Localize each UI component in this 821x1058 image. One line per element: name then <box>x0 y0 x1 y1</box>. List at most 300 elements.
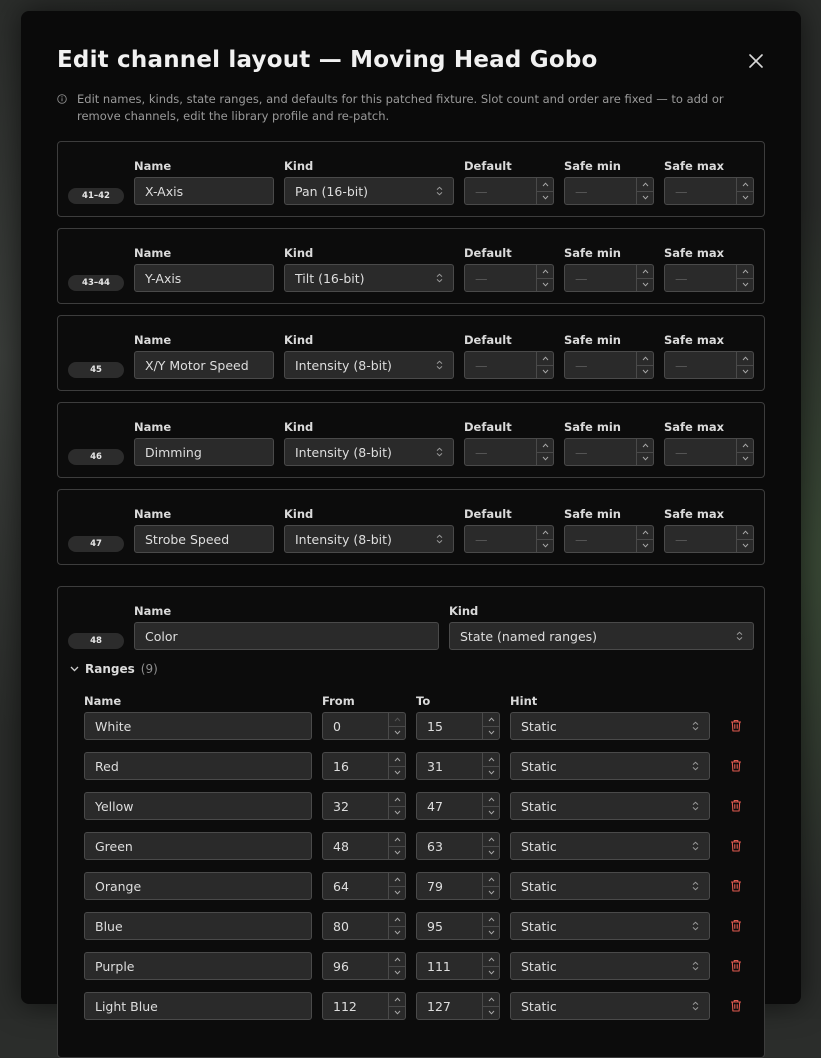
range-hint-select[interactable] <box>510 792 710 820</box>
chevron-up-icon <box>394 837 401 842</box>
number-stepper <box>482 753 499 779</box>
increment-button[interactable] <box>483 993 499 1007</box>
delete-range-button[interactable] <box>728 997 744 1013</box>
increment-button[interactable] <box>737 352 753 366</box>
default-input-value: — <box>475 183 488 199</box>
field-label: Kind <box>284 159 314 173</box>
range-name-input[interactable]: Light Blue <box>84 992 312 1020</box>
increment-button[interactable] <box>389 793 405 807</box>
decrement-button[interactable] <box>737 366 753 379</box>
decrement-button[interactable] <box>737 540 753 553</box>
channel-card <box>57 141 765 217</box>
number-stepper <box>536 439 553 465</box>
chevron-up-icon <box>394 997 401 1002</box>
chevron-down-icon <box>488 810 495 815</box>
range-from-input[interactable] <box>322 752 406 780</box>
range-from-input[interactable] <box>322 832 406 860</box>
decrement-button[interactable] <box>737 279 753 292</box>
safe-min-input-value: — <box>575 183 588 199</box>
number-stepper <box>482 873 499 899</box>
decrement-button[interactable] <box>637 366 653 379</box>
decrement-button[interactable] <box>389 967 405 980</box>
select-chevron <box>692 1001 699 1011</box>
chevron-up-icon <box>488 757 495 762</box>
select-updown-icon <box>692 1001 699 1011</box>
increment-button[interactable] <box>737 526 753 540</box>
number-stepper <box>482 713 499 739</box>
range-from-input-value: 80 <box>333 918 349 934</box>
range-to-input[interactable] <box>416 712 500 740</box>
channel-name-input[interactable]: X/Y Motor Speed <box>134 351 274 379</box>
channel-name-input[interactable]: Y-Axis <box>134 264 274 292</box>
field-label: Safe max <box>664 333 725 347</box>
number-stepper <box>636 526 653 552</box>
range-to-input[interactable] <box>416 992 500 1020</box>
range-hint-select[interactable] <box>510 752 710 780</box>
delete-range-button[interactable] <box>728 957 744 973</box>
chevron-down-icon <box>488 850 495 855</box>
edit-channel-layout-dialog <box>21 11 801 1014</box>
safe-min-input[interactable] <box>564 351 654 379</box>
chevron-down-icon <box>742 369 749 374</box>
number-stepper <box>736 178 753 204</box>
number-stepper <box>636 178 653 204</box>
chevron-down-icon <box>70 666 79 672</box>
channel-card <box>57 228 765 304</box>
chevron-up-icon <box>488 877 495 882</box>
range-to-input[interactable] <box>416 952 500 980</box>
increment-button[interactable] <box>737 265 753 279</box>
increment-button[interactable] <box>389 913 405 927</box>
chevron-down-icon <box>488 930 495 935</box>
range-from-input-value: 0 <box>333 718 341 734</box>
channel-card <box>57 489 765 565</box>
field-label: Default <box>464 333 512 347</box>
number-stepper <box>388 953 405 979</box>
safe-max-input[interactable] <box>664 525 754 553</box>
chevron-up-icon <box>542 443 549 448</box>
chevron-up-icon <box>394 877 401 882</box>
channel-kind-select-value: Tilt (16-bit) <box>295 270 365 286</box>
channel-kind-select[interactable] <box>449 622 754 650</box>
increment-button[interactable] <box>483 793 499 807</box>
range-name-input[interactable]: Blue <box>84 912 312 940</box>
field-label: Safe min <box>564 333 621 347</box>
chevron-down-icon <box>394 1010 401 1015</box>
chevron-up-icon <box>542 269 549 274</box>
range-to-input-value: 95 <box>427 918 443 934</box>
range-name-input[interactable]: Green <box>84 832 312 860</box>
decrement-button[interactable] <box>537 279 553 292</box>
increment-button[interactable] <box>537 526 553 540</box>
notice-text: Edit names, kinds, state ranges, and defaults for this patched fixture. Slot count and order are fixed — to add or remove channels, edit the library profile and re-patch. <box>77 92 724 123</box>
decrement-button[interactable] <box>637 453 653 466</box>
select-updown-icon <box>436 273 443 283</box>
safe-min-input[interactable] <box>564 438 654 466</box>
chevron-up-icon <box>394 717 401 722</box>
increment-button[interactable] <box>389 953 405 967</box>
range-name-input[interactable]: Orange <box>84 872 312 900</box>
number-stepper <box>388 873 405 899</box>
chevron-up-icon <box>394 757 401 762</box>
range-hint-select[interactable] <box>510 832 710 860</box>
increment-button[interactable] <box>537 352 553 366</box>
range-name-input[interactable]: Yellow <box>84 792 312 820</box>
dialog-notice <box>57 91 769 124</box>
range-hint-select[interactable] <box>510 872 710 900</box>
chevron-up-icon <box>742 530 749 535</box>
decrement-button[interactable] <box>637 540 653 553</box>
range-to-input[interactable] <box>416 832 500 860</box>
field-label: Default <box>464 507 512 521</box>
channel-kind-select[interactable] <box>284 438 454 466</box>
number-stepper <box>388 753 405 779</box>
decrement-button[interactable] <box>483 927 499 940</box>
range-from-input[interactable] <box>322 952 406 980</box>
safe-max-input-value: — <box>675 531 688 547</box>
field-label: Kind <box>284 333 314 347</box>
slot-badge: 47 <box>68 536 124 552</box>
default-input[interactable] <box>464 438 554 466</box>
safe-min-input[interactable] <box>564 525 654 553</box>
chevron-down-icon <box>642 282 649 287</box>
chevron-down-icon <box>394 730 401 735</box>
number-stepper <box>482 793 499 819</box>
field-label: Safe max <box>664 420 725 434</box>
number-stepper <box>736 265 753 291</box>
chevron-down-icon <box>742 282 749 287</box>
number-stepper <box>482 913 499 939</box>
channel-kind-select[interactable] <box>284 177 454 205</box>
chevron-down-icon <box>542 195 549 200</box>
decrement-button[interactable] <box>537 192 553 205</box>
range-to-input-value: 111 <box>427 958 451 974</box>
range-hint-select-value: Static <box>521 878 557 894</box>
chevron-down-icon <box>488 770 495 775</box>
chevron-down-icon <box>642 369 649 374</box>
select-updown-icon <box>692 841 699 851</box>
number-stepper <box>388 993 405 1019</box>
channel-name-input[interactable]: Strobe Speed <box>134 525 274 553</box>
field-label: Name <box>84 694 122 708</box>
decrement-button[interactable] <box>389 767 405 780</box>
slot-badge: 41–42 <box>68 188 124 204</box>
increment-button[interactable] <box>483 913 499 927</box>
number-stepper <box>388 833 405 859</box>
decrement-button[interactable] <box>483 807 499 820</box>
range-from-input-value: 112 <box>333 998 357 1014</box>
select-chevron <box>692 841 699 851</box>
ranges-label: Ranges <box>85 662 135 676</box>
chevron-up-icon <box>488 997 495 1002</box>
channel-kind-select[interactable] <box>284 525 454 553</box>
field-label: Default <box>464 420 512 434</box>
range-to-input[interactable] <box>416 872 500 900</box>
number-stepper <box>636 265 653 291</box>
ranges-toggle[interactable] <box>70 662 158 676</box>
range-from-input-value: 16 <box>333 758 349 774</box>
safe-min-input[interactable] <box>564 177 654 205</box>
decrement-button[interactable] <box>537 366 553 379</box>
range-name-input[interactable]: Red <box>84 752 312 780</box>
slot-badge: 48 <box>68 633 124 649</box>
range-to-input-value: 63 <box>427 838 443 854</box>
range-from-input[interactable] <box>322 992 406 1020</box>
chevron-up-icon <box>542 356 549 361</box>
range-hint-select-value: Static <box>521 838 557 854</box>
increment-button[interactable] <box>737 439 753 453</box>
decrement-button[interactable] <box>389 887 405 900</box>
channel-kind-select[interactable] <box>284 264 454 292</box>
close-button[interactable] <box>746 51 766 71</box>
range-from-input[interactable] <box>322 792 406 820</box>
safe-min-input-value: — <box>575 357 588 373</box>
range-hint-select[interactable] <box>510 712 710 740</box>
field-label: Hint <box>510 694 538 708</box>
number-stepper <box>736 526 753 552</box>
safe-min-input-value: — <box>575 444 588 460</box>
range-hint-select-value: Static <box>521 998 557 1014</box>
decrement-button[interactable] <box>537 540 553 553</box>
select-chevron <box>692 921 699 931</box>
select-updown-icon <box>692 921 699 931</box>
number-stepper <box>482 953 499 979</box>
select-updown-icon <box>436 447 443 457</box>
chevron-up-icon <box>642 182 649 187</box>
chevron-up-icon <box>394 917 401 922</box>
range-to-input[interactable] <box>416 792 500 820</box>
safe-max-input[interactable] <box>664 438 754 466</box>
chevron-down-icon <box>742 543 749 548</box>
delete-range-button[interactable] <box>728 797 744 813</box>
decrement-button[interactable] <box>483 847 499 860</box>
default-input[interactable] <box>464 264 554 292</box>
number-stepper <box>736 439 753 465</box>
decrement-button[interactable] <box>537 453 553 466</box>
range-hint-select-value: Static <box>521 798 557 814</box>
channel-kind-select-value: Intensity (8-bit) <box>295 357 392 373</box>
default-input-value: — <box>475 270 488 286</box>
field-label: From <box>322 694 355 708</box>
increment-button[interactable] <box>483 753 499 767</box>
increment-button[interactable] <box>637 526 653 540</box>
safe-max-input[interactable] <box>664 264 754 292</box>
delete-range-button[interactable] <box>728 757 744 773</box>
select-updown-icon <box>736 631 743 641</box>
decrement-button[interactable] <box>483 1007 499 1020</box>
info-icon <box>57 94 67 104</box>
number-stepper <box>536 352 553 378</box>
ranges-count: (9) <box>140 662 158 676</box>
increment-button[interactable] <box>483 953 499 967</box>
field-label: Kind <box>449 604 479 618</box>
field-label: Name <box>134 246 172 260</box>
number-stepper <box>388 713 405 739</box>
default-input[interactable] <box>464 351 554 379</box>
select-updown-icon <box>692 961 699 971</box>
trash-icon <box>730 999 742 1012</box>
delete-range-button[interactable] <box>728 917 744 933</box>
safe-max-input-value: — <box>675 357 688 373</box>
default-input[interactable] <box>464 525 554 553</box>
field-label: Name <box>134 604 172 618</box>
increment-button[interactable] <box>637 178 653 192</box>
decrement-button[interactable] <box>483 887 499 900</box>
select-chevron <box>436 273 443 283</box>
increment-button[interactable] <box>637 265 653 279</box>
decrement-button[interactable] <box>737 453 753 466</box>
chevron-down-icon <box>488 970 495 975</box>
decrement-button[interactable] <box>389 927 405 940</box>
range-from-input-value: 32 <box>333 798 349 814</box>
increment-button[interactable] <box>389 873 405 887</box>
number-stepper <box>536 178 553 204</box>
slot-badge: 46 <box>68 449 124 465</box>
range-hint-select[interactable] <box>510 992 710 1020</box>
range-from-input[interactable] <box>322 872 406 900</box>
default-input-value: — <box>475 357 488 373</box>
decrement-button[interactable] <box>389 727 405 740</box>
chevron-down-icon <box>394 770 401 775</box>
field-label: Safe min <box>564 159 621 173</box>
trash-icon <box>730 719 742 732</box>
increment-button[interactable] <box>483 833 499 847</box>
channel-name-input[interactable]: X-Axis <box>134 177 274 205</box>
chevron-down-icon <box>542 369 549 374</box>
increment-button[interactable] <box>483 713 499 727</box>
range-from-input-value: 64 <box>333 878 349 894</box>
select-updown-icon <box>692 801 699 811</box>
select-chevron <box>692 881 699 891</box>
decrement-button[interactable] <box>389 847 405 860</box>
select-chevron <box>436 360 443 370</box>
channel-kind-select[interactable] <box>284 351 454 379</box>
chevron-up-icon <box>542 530 549 535</box>
chevron-up-icon <box>642 269 649 274</box>
increment-button[interactable] <box>483 873 499 887</box>
increment-button[interactable] <box>637 352 653 366</box>
range-to-input-value: 15 <box>427 718 443 734</box>
number-stepper <box>482 993 499 1019</box>
trash-icon <box>730 799 742 812</box>
number-stepper <box>536 265 553 291</box>
safe-min-input[interactable] <box>564 264 654 292</box>
delete-range-button[interactable] <box>728 717 744 733</box>
range-from-input-value: 96 <box>333 958 349 974</box>
chevron-down-icon <box>542 543 549 548</box>
default-input[interactable] <box>464 177 554 205</box>
delete-range-button[interactable] <box>728 877 744 893</box>
chevron-up-icon <box>488 917 495 922</box>
decrement-button[interactable] <box>389 1007 405 1020</box>
range-name-input[interactable]: White <box>84 712 312 740</box>
chevron-down-icon <box>394 930 401 935</box>
channel-card <box>57 402 765 478</box>
range-to-input-value: 79 <box>427 878 443 894</box>
increment-button[interactable] <box>389 713 405 727</box>
range-to-input[interactable] <box>416 752 500 780</box>
chevron-up-icon <box>742 269 749 274</box>
field-label: Safe max <box>664 246 725 260</box>
range-to-input[interactable] <box>416 912 500 940</box>
safe-max-input[interactable] <box>664 177 754 205</box>
increment-button[interactable] <box>537 439 553 453</box>
field-label: Safe max <box>664 507 725 521</box>
chevron-down-icon <box>488 1010 495 1015</box>
safe-min-input-value: — <box>575 531 588 547</box>
range-hint-select-value: Static <box>521 718 557 734</box>
chevron-down-icon <box>488 730 495 735</box>
chevron-up-icon <box>488 837 495 842</box>
decrement-button[interactable] <box>483 967 499 980</box>
safe-max-input-value: — <box>675 183 688 199</box>
safe-max-input[interactable] <box>664 351 754 379</box>
chevron-up-icon <box>742 356 749 361</box>
field-label: Safe min <box>564 507 621 521</box>
chevron-down-icon <box>642 456 649 461</box>
range-hint-select-value: Static <box>521 758 557 774</box>
decrement-button[interactable] <box>483 727 499 740</box>
increment-button[interactable] <box>389 833 405 847</box>
select-updown-icon <box>436 534 443 544</box>
select-updown-icon <box>436 186 443 196</box>
chevron-up-icon <box>642 530 649 535</box>
chevron-down-icon <box>394 890 401 895</box>
state-channel-card <box>57 586 765 1058</box>
number-stepper <box>736 352 753 378</box>
range-hint-select[interactable] <box>510 912 710 940</box>
select-chevron <box>692 961 699 971</box>
increment-button[interactable] <box>537 265 553 279</box>
channel-kind-select-value: Intensity (8-bit) <box>295 444 392 460</box>
range-name-input[interactable]: Purple <box>84 952 312 980</box>
increment-button[interactable] <box>737 178 753 192</box>
increment-button[interactable] <box>389 993 405 1007</box>
chevron-up-icon <box>488 797 495 802</box>
range-hint-select[interactable] <box>510 952 710 980</box>
decrement-button[interactable] <box>737 192 753 205</box>
chevron-down-icon <box>742 456 749 461</box>
range-from-input[interactable] <box>322 712 406 740</box>
decrement-button[interactable] <box>483 767 499 780</box>
decrement-button[interactable] <box>389 807 405 820</box>
chevron-down-icon <box>394 970 401 975</box>
increment-button[interactable] <box>637 439 653 453</box>
channel-name-input[interactable]: Color <box>134 622 439 650</box>
trash-icon <box>730 919 742 932</box>
channel-kind-select-value: State (named ranges) <box>460 628 598 644</box>
select-chevron <box>692 761 699 771</box>
chevron-up-icon <box>542 182 549 187</box>
decrement-button[interactable] <box>637 192 653 205</box>
select-chevron <box>436 534 443 544</box>
range-from-input[interactable] <box>322 912 406 940</box>
safe-max-input-value: — <box>675 270 688 286</box>
channel-kind-select-value: Intensity (8-bit) <box>295 531 392 547</box>
channel-name-input[interactable]: Dimming <box>134 438 274 466</box>
chevron-up-icon <box>642 443 649 448</box>
decrement-button[interactable] <box>637 279 653 292</box>
field-label: To <box>416 694 431 708</box>
field-label: Safe min <box>564 246 621 260</box>
select-updown-icon <box>436 360 443 370</box>
increment-button[interactable] <box>389 753 405 767</box>
increment-button[interactable] <box>537 178 553 192</box>
range-hint-select-value: Static <box>521 918 557 934</box>
trash-icon <box>730 839 742 852</box>
delete-range-button[interactable] <box>728 837 744 853</box>
dialog-title: Edit channel layout — Moving Head Gobo <box>57 47 598 73</box>
